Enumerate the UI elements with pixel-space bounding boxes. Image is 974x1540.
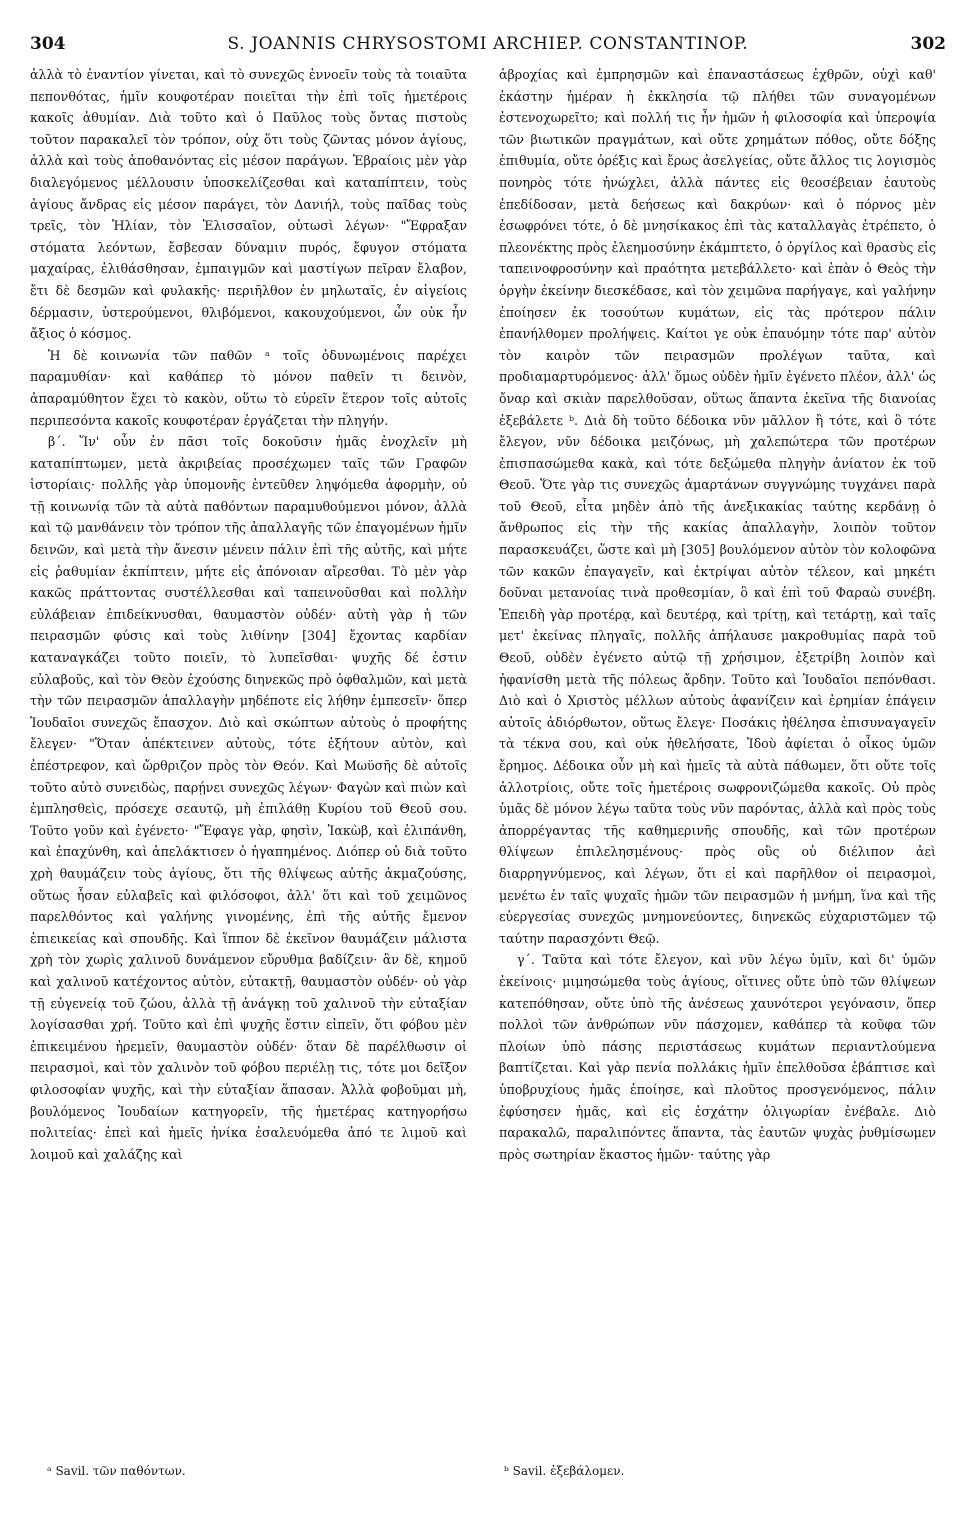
running-title: S. JOANNIS CHRYSOSTOMI ARCHIEP. CONSTANTINOP. xyxy=(227,34,749,54)
paragraph: Ἡ δὲ κοινωνία τῶν παθῶν ᵃ τοῖς ὀδυνωμένοις παρέχει παραμυθίαν· καὶ καθάπερ τὸ μόνον παθεῖν τι δεινὸν, ἀπαραμύθητον ἔχει τὸ κακὸν, οὕτω τὸ εὑρεῖν ἕτερον τοῖς αὐτοῖς περιπεσόντα κακοῖς κουφοτέραν ἐργάζεται τὴν πληγήν. xyxy=(30,347,467,428)
right-column xyxy=(499,64,936,1454)
left-column xyxy=(30,64,467,1454)
footnote-right: ᵇ Savil. ἐξεβάλομεν. xyxy=(504,1464,625,1478)
paragraph: γ΄. Ταῦτα καὶ τότε ἔλεγον, καὶ νῦν λέγω ὑμῖν, καὶ δι' ὑμῶν ἐκείνοις· μιμησώμεθα τοὺς ἁγίους, οἵτινες οὔτε ὑπὸ τῶν θλίψεων κατεπόθησαν, οὔτε ὑπὸ τῆς ἀνέσεως χαυνότεροι γεγόνασιν, ὅπερ πολλοὶ τῶν ἀνθρώπων νῦν πάσχομεν, καθάπερ τὰ κοῦφα τῶν πλοίων ὑπὸ πάσης περιστάσεως κυμάτων περιαντλούμενα βαπτίζεται. Καὶ γὰρ πενία πολλάκις ἡμῖν ἐπελθοῦσα ἐβάπτισε καὶ ὑποβρυχίους ἡμᾶς ἐποίησε, καὶ πλοῦτος προσγενόμενος, πάλιν ἐφύσησεν ἡμᾶς, καὶ εἰς ἐσχάτην ὀλιγωρίαν ἐνέβαλε. Διὸ παρακαλῶ, παραλιπόντες ἅπαντα, τὰς ἑαυτῶν ψυχὰς ῥυθμίσωμεν πρὸς σωτηρίαν ἕκαστος ἡμῶν· ταύτης γὰρ xyxy=(499,952,936,1162)
page-number-right: 302 xyxy=(910,34,946,54)
page-number-left: 304 xyxy=(30,34,66,54)
paragraph: β΄. Ἵν' οὖν ἐν πᾶσι τοῖς δοκοῦσιν ἡμᾶς ἐνοχλεῖν μὴ καταπίπτωμεν, μετὰ ἀκριβείας προσέχωμεν ταῖς τῶν Γραφῶν ἱστορίαις· πολλῆς γὰρ ὑπομονῆς ἐντεῦθεν ληψόμεθα ἀφορμὴν, οὐ τῇ κοινωνίᾳ τῶν τὰ αὐτὰ παθόντων παραμυθούμενοι μόνον, ἀλλὰ καὶ τῷ μανθάνειν τὸν τρόπον τῆς ἀπαλλαγῆς τῶν ἐπαγομένων ἡμῖν δεινῶν, καὶ μετὰ τὴν ἄνεσιν μένειν πάλιν ἐπὶ τῆς αὐτῆς, καὶ μήτε εἰς ῥαθυμίαν ἐκπίπτειν, μήτε εἰς ἀπόνοιαν αἴρεσθαι. Τὸ μὲν γὰρ κακῶς πράττοντας συστέλλεσθαι καὶ ταπεινοῦσθαι καὶ πολλὴν εὐλάβειαν ἐπιδείκνυσθαι, θαυμαστὸν οὐδέν· αὐτὴ γὰρ ἡ τῶν πειρασμῶν φύσις καὶ τοὺς λιθίνην [304] ἔχοντας καρδίαν καταναγκάζει τοῦτο ποιεῖν, τὸ λυπεῖσθαι· ψυχῆς δέ ἐστιν εὐλαβοῦς, καὶ τὸν Θεὸν ἐχούσης διηνεκῶς πρὸ ὀφθαλμῶν, καὶ μετὰ τὴν τῶν πειρασμῶν ἀπαλλαγὴν μηδέποτε εἰς λήθην ἐμπεσεῖν· ὅπερ Ἰουδαῖοι συνεχῶς ἔπασχον. Διὸ καὶ σκώπτων αὐτοὺς ὁ προφήτης ἔλεγεν· "Ὅταν ἀπέκτεινεν αὐτοὺς, τότε ἐξήτουν αὐτὸν, καὶ ἐπέστρεφον, καὶ ὤρθριζον πρὸς τὸν Θεόν. Καὶ Μωϋσῆς δὲ αὐτοῖς τοῦτο αὐτὸ συνειδὼς, παρῄνει συνεχῶς λέγων· Φαγὼν καὶ πιὼν καὶ ἐμπλησθεὶς, πρόσεχε σεαυτῷ, μὴ ἐπιλάθῃ Κυρίου τοῦ Θεοῦ σου. Τοῦτο γοῦν καὶ ἐγένετο· "Ἔφαγε γὰρ, φησὶν, Ἰακὼβ, καὶ ἐλιπάνθη, καὶ ἐπαχύνθη, καὶ ἀπελάκτισεν ὁ ἠγαπημένος. Διόπερ οὐ διὰ τοῦτο χρὴ θαυμάζειν τοὺς ἁγίους, ὅτι τῆς θλίψεως αὐτῆς ἀκμαζούσης, οὕτως ἦσαν εὐλαβεῖς καὶ φιλόσοφοι, ἀλλ' ὅτι καὶ τοῦ χειμῶνος παρελθόντος καὶ γαλήνης γινομένης, ἐπὶ τῆς αὐτῆς ἔμενον ἐπιεικείας καὶ σπουδῆς. Καὶ ἵππον δὲ ἐκεῖνον θαυμάζειν μάλιστα χρὴ τὸν χωρὶς χαλινοῦ δυνάμενον εὔρυθμα βαδίζειν· ἂν δὲ, κημοῦ καὶ χαλινοῦ κατέχοντος αὐτὸν, εὐτακτῇ, θαυμαστὸν οὐδέν· οὐ γὰρ τῇ εὐγενείᾳ τοῦ ζώου, ἀλλὰ τῇ ἀνάγκῃ τοῦ χαλινοῦ τὴν εὐταξίαν λογίσασθαι χρή. Τοῦτο καὶ ἐπὶ ψυχῆς ἔστιν εἰπεῖν, ὅτι φόβου μὲν ἐπικειμένου ἠρεμεῖν, θαυμαστὸν οὐδέν· ὅταν δὲ παρέλθωσιν οἱ πειρασμοὶ, καὶ τὸν χαλινὸν τοῦ φόβου περιέλῃ τις, τότε μοι δεῖξον φιλοσοφίαν ψυχῆς, καὶ τὴν εὐταξίαν ἅπασαν. Ἀλλὰ φοβοῦμαι μὴ, βουλόμενος Ἰουδαίων κατηγορεῖν, τῆς ἡμετέρας κατηγορήσω πολιτείας· ἐπεὶ καὶ ἡμεῖς ἡνίκα ἐσαλευόμεθα ἀπό τε λιμοῦ καὶ λοιμοῦ καὶ χαλάζης καὶ xyxy=(30,434,467,1162)
running-header xyxy=(30,34,946,64)
paragraph: ἀλλὰ τὸ ἐναντίον γίνεται, καὶ τὸ συνεχῶς ἐννοεῖν τοὺς τὰ τοιαῦτα πεπονθότας, ἡμῖν κουφοτέραν ποιεῖται τὴν ἐπὶ τοῖς ἡμετέροις κακοῖς ἀθυμίαν. Διὰ τοῦτο καὶ ὁ Παῦλος τοὺς ὄντας πιστοὺς τοῦτον παρακαλεῖ τὸν τρόπον, οὐχ ὅτι τοὺς ζῶντας μόνον ἁγίους, ἀλλὰ καὶ τοὺς ἀποθανόντας εἰς μέσον παράγων. Ἑβραίοις μὲν γὰρ διαλεγόμενος μέλλουσιν ὑποσκελίζεσθαι καὶ καταπίπτειν, τοὺς ἁγίους ἄνδρας εἰς μέσον παράγει, τὸν Δανιήλ, τοὺς παῖδας τοὺς τρεῖς, τὸν Ἠλίαν, τὸν Ἐλισσαῖον, οὑτωσὶ λέγων· "Ἔφραξαν στόματα λεόντων, ἔσβεσαν δύναμιν πυρός, ἔφυγον στόματα μαχαίρας, ἐλιθάσθησαν, ἐμπαιγμῶν καὶ μαστίγων πεῖραν ἔλαβον, ἔτι δὲ δεσμῶν καὶ φυλακῆς· περιῆλθον ἐν μηλωταῖς, ἐν αἰγείοις δέρμασιν, ὑστερούμενοι, θλιβόμενοι, κακουχούμενοι, ὧν οὐκ ἦν ἄξιος ὁ κόσμος. xyxy=(30,67,467,342)
footnote-left: ᵃ Savil. τῶν παθόντων. xyxy=(47,1464,186,1478)
paragraph: ἀβροχίας καὶ ἐμπρησμῶν καὶ ἐπαναστάσεως ἐχθρῶν, οὐχὶ καθ' ἑκάστην ἡμέραν ἡ ἐκκλησία τῷ πλήθει τῶν συναγομένων ἐστενοχωρεῖτο; καὶ πολλή τις ἦν ἡμῶν ἡ φιλοσοφία καὶ ὑπεροψία τῶν βιωτικῶν πραγμάτων, καὶ οὔτε χρημάτων πόθος, οὔτε δόξης ἐπιθυμία, οὔτε ὀρέξις καὶ ἔρως ἀσελγείας, οὔτε ἄλλος τις λογισμὸς πονηρὸς τότε ἠνώχλει, ἀλλὰ πάντες εἰς θεοσέβειαν ἑαυτοὺς ἐπεδίδοσαν, μετὰ δεήσεως καὶ δακρύων· καὶ ὁ πόρνος μὲν ἐσωφρόνει τότε, ὁ δὲ μνησίκακος ἐπὶ τὰς καταλλαγὰς ἐτρέπετο, ὁ πλεονέκτης πρὸς ἐλεημοσύνην ἐκάμπτετο, ὁ ὀργίλος καὶ θρασὺς εἰς ταπεινοφροσύνην καὶ πραότητα μετεβάλλετο· καὶ ἐπὰν ὁ Θεὸς τὴν ὀργὴν ἐκείνην διεσκέδασε, καὶ τὸν χειμῶνα παρήγαγε, καὶ γαλήνην ἐποίησεν ἐκ τοσούτων κυμάτων, εἰς τὰς πρότερον πάλιν ἐπανήλθομεν προλήψεις. Καίτοι γε οὐκ ἐπαυόμην τότε παρ' αὐτὸν τὸν καιρὸν τῶν πειρασμῶν προλέγων ταῦτα, καὶ προδιαμαρτυρόμενος· ἀλλ' ὅμως οὐδὲν ἡμῖν ἐγένετο πλέον, ἀλλ' ὡς ὄναρ καὶ σκιὰν παρελθοῦσαν, οὕτως ἅπαντα ἐκεῖνα τῆς διανοίας ἐξεβάλετε ᵇ. Διὰ δὴ τοῦτο δέδοικα νῦν μᾶλλον ἢ τότε, καὶ ὃ τότε ἔλεγον, νῦν δέδοικα μειζόνως, μὴ χαλεπώτερα τῶν προτέρων ἐπισπασώμεθα κακὰ, καὶ τότε δεξώμεθα πληγὴν ἀνίατον ἐκ τοῦ Θεοῦ. Ὅτε γὰρ τις συνεχῶς ἁμαρτάνων συγγνώμης τυγχάνει παρὰ τοῦ Θεοῦ, εἶτα μηδὲν ἀπὸ τῆς ἀνεξικακίας ταύτης κερδάνῃ ὁ ἄνθρωπος εἰς τὴν τῆς κακίας ἀπαλλαγὴν, λοιπὸν τοῦτον παρασκευάζει, ὥστε καὶ μὴ [305] βουλόμενον αὐτὸν τὸν κολοφῶνα τῶν κακῶν ἐπαγαγεῖν, καὶ ἐκτρίψαι αὐτὸν τέλεον, καὶ μηκέτι δοῦναι μετανοίας τινὰ προθεσμίαν, ὃ καὶ ἐπὶ τοῦ Φαραὼ συνέβη. Ἐπειδὴ γὰρ προτέρᾳ, καὶ δευτέρᾳ, καὶ τρίτῃ, καὶ τετάρτῃ, καὶ ταῖς μετ' ἐκείνας πληγαῖς, πολλῆς ἀπήλαυσε μακροθυμίας παρὰ τοῦ Θεοῦ, οὐδὲν ἐγένετο αὐτῷ τῇ χρήσιμον, ἐξετρίβη λοιπὸν καὶ ἠφανίσθη μετὰ τῆς πόλεως ἄρδην. Τοῦτο καὶ Ἰουδαῖοι πεπόνθασι. Διὸ καὶ ὁ Χριστὸς μέλλων αὐτοὺς ἀφανίζειν καὶ ἐρημίαν ἐπάγειν αὐτοῖς ἀδιόρθωτον, οὕτως ἔλεγε· Ποσάκις ἠθέλησα ἐπισυναγαγεῖν τὰ τέκνα σου, καὶ οὐκ ἠθελήσατε, Ἰδοὺ ἀφίεται ὁ οἶκος ὑμῶν ἔρημος. Δέδοικα οὖν μὴ καὶ ἡμεῖς τὰ αὐτὰ πάθωμεν, ὅτι οὔτε τοῖς ἀλλοτρίοις, οὔτε τοῖς ἡμετέροις σωφρονιζώμεθα κακοῖς. Οὐ πρὸς ὑμᾶς δὲ μόνον λέγω ταῦτα τοὺς νῦν παρόντας, ἀλλὰ καὶ πρὸς τοὺς ἀπορρέγαντας τῆς καθημερινῆς σπουδῆς, καὶ τῶν προτέρων θλίψεων ἐπιλελησμένους· πρὸς οὓς οὐ διέλιπον ἀεὶ διαρρηγνύμενος, καὶ λέγων, ὅτι εἰ καὶ παρῆλθον οἱ πειρασμοὶ, μενέτω ἐν ταῖς ψυχαῖς ἡμῶν τῶν πειρασμῶν ἡ μνήμη, ἵνα καὶ τῆς εὐεργεσίας συνεχῶς μνημονεύοντες, διηνεκῶς εὐχαριστῶμεν τῷ ταύτην παρασχόντι Θεῷ. xyxy=(499,67,936,946)
